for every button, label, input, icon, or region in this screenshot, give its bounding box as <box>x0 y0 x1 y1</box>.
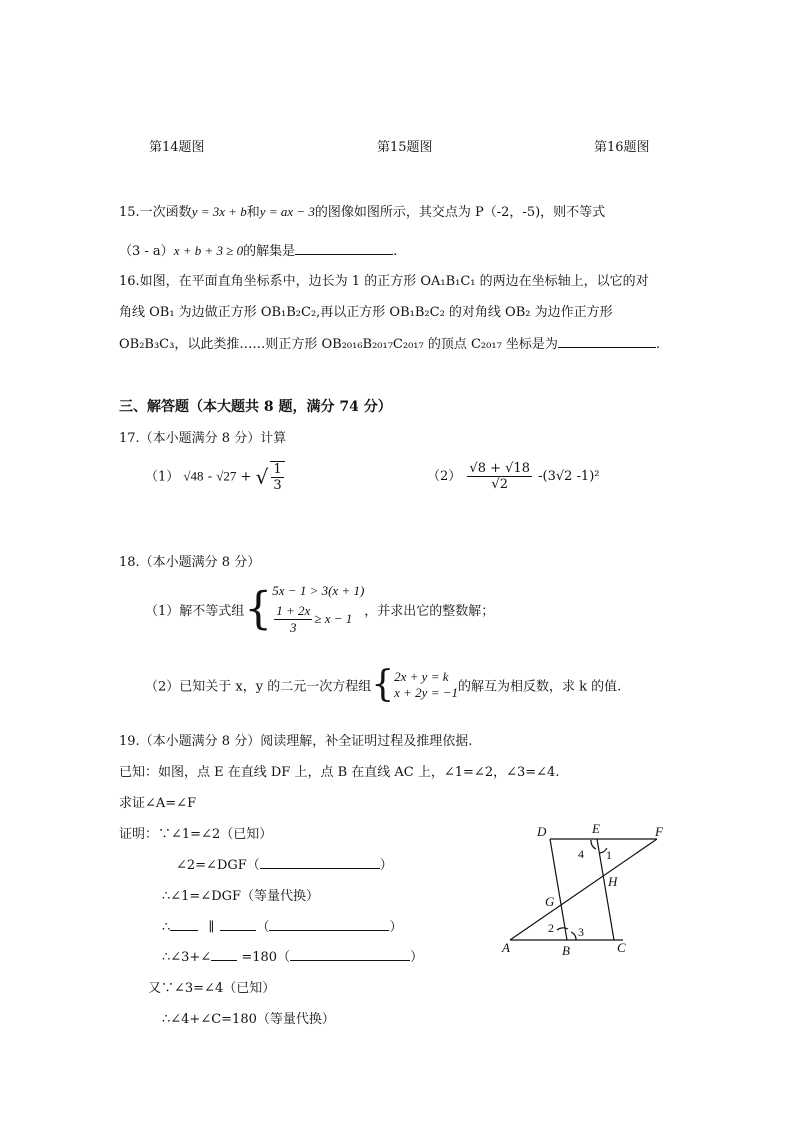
angle-1: 1 <box>606 848 612 862</box>
q15-line2: （3 - a）x + b + 3 ≥ 0的解集是 . <box>119 243 398 259</box>
q17-header: 17.（本小题满分 8 分）计算 <box>119 431 287 446</box>
caption-fig15: 第15题图 <box>377 140 433 155</box>
q16-line2: 角线 OB₁ 为边做正方形 OB₁B₂C₂,再以正方形 OB₁B₂C₂ 的对角线 OB₂ 为边作正方形 <box>119 305 613 320</box>
q18-part2: （2）已知关于 x，y 的二元一次方程组{ 2x + y = k x + 2y = −1 的解互为相反数，求 k 的值. <box>145 664 622 705</box>
q16-line3: OB₂B₃C₃，以此类推……则正方形 OB₂₀₁₆B₂₀₁₇C₂₀₁₇ 的顶点 C₂₀₁₇ 坐标是为 . <box>119 337 661 352</box>
answer-blank[interactable] <box>269 918 389 931</box>
answer-blank[interactable] <box>220 918 256 931</box>
q19-prove: 求证∠A=∠F <box>119 796 197 811</box>
q18-header: 18.（本小题满分 8 分） <box>119 555 261 570</box>
answer-blank[interactable] <box>260 856 380 869</box>
q17-part1: （1） √48 - √27 + √ $\frac{1}{3}$ <box>145 461 287 493</box>
proof-step-5: ∴∠3+∠ =180（ ） <box>162 950 424 965</box>
proof-step-4: ∴ ∥ （ ） <box>162 920 403 935</box>
proof-step-6: 又∵∠3=∠4（已知） <box>148 981 276 996</box>
label-E: E <box>592 821 600 836</box>
proof-step-1: 证明：∵∠1=∠2（已知） <box>119 827 273 842</box>
label-B: B <box>562 943 570 958</box>
proof-step-2: ∠2=∠DGF（ ） <box>176 858 393 873</box>
answer-blank[interactable] <box>290 948 410 961</box>
label-F: F <box>655 824 663 839</box>
q15-line1: 15.一次函数y = 3x + b和y = ax − 3的图像如图所示，其交点为 P（-2，-5)，则不等式 <box>119 204 606 220</box>
q17-part2: （2） $\frac{√8 + √18}{√2}$ -(3√2 -1)² <box>427 461 600 492</box>
q15-func1: y = 3x + b <box>191 204 247 219</box>
angle-2: 2 <box>548 921 554 935</box>
label-C: C <box>617 940 626 955</box>
proof-step-7: ∴∠4+∠C=180（等量代换） <box>162 1012 335 1027</box>
q18-part1: （1）解不等式组{ 5x − 1 > 3(x + 1) $\frac{1 + 2x}{3}$ ≥ x − 1 ，并求出它的整数解； <box>145 583 495 635</box>
label-H: H <box>608 874 618 889</box>
caption-fig14: 第14题图 <box>149 140 205 155</box>
angle-3: 3 <box>578 925 584 939</box>
caption-fig16: 第16题图 <box>594 140 650 155</box>
q19-given: 已知：如图，点 E 在直线 DF 上，点 B 在直线 AC 上，∠1=∠2，∠3=∠4. <box>119 765 560 780</box>
angle-4: 4 <box>578 847 584 861</box>
answer-blank[interactable] <box>558 335 656 348</box>
q15-func2: y = ax − 3 <box>259 204 315 219</box>
proof-step-3: ∴∠1=∠DGF（等量代换） <box>162 889 320 904</box>
q19-header: 19.（本小题满分 8 分）阅读理解，补全证明过程及推理依据. <box>119 734 473 749</box>
answer-blank[interactable] <box>211 948 237 961</box>
answer-blank[interactable] <box>170 918 198 931</box>
q19-geometry-figure <box>495 818 675 963</box>
label-G: G <box>545 894 555 909</box>
q16-line1: 16.如图，在平面直角坐标系中，边长为 1 的正方形 OA₁B₁C₁ 的两边在坐标轴上，以它的对 <box>119 274 649 289</box>
section-heading: 三、解答题（本大题共 8 题，满分 74 分） <box>119 399 392 415</box>
label-A: A <box>502 940 510 955</box>
answer-blank[interactable] <box>295 242 393 255</box>
label-D: D <box>537 824 547 839</box>
